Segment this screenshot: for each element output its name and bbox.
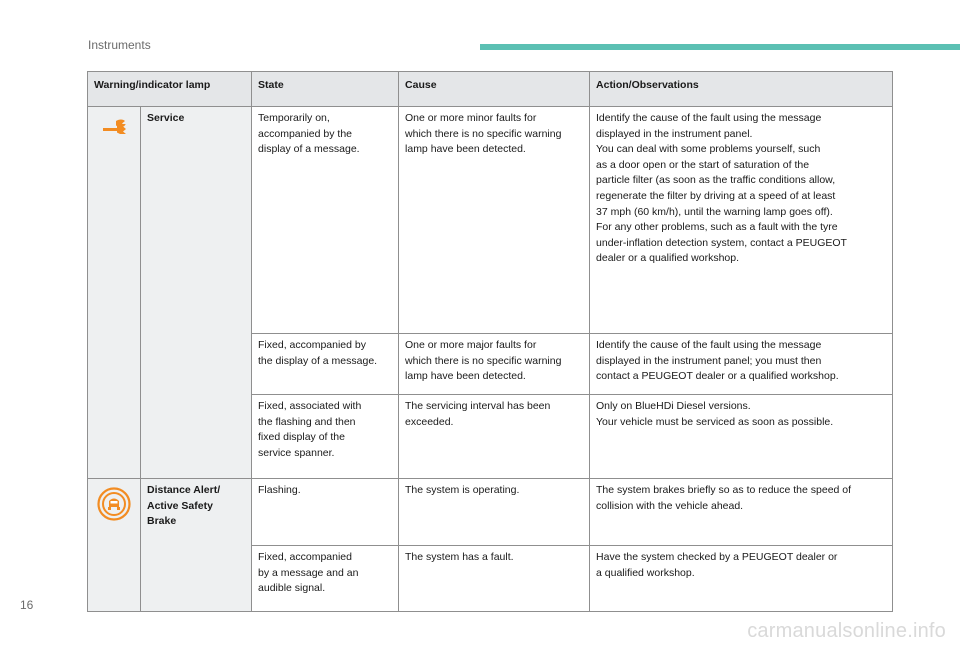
column-header-action: Action/Observations bbox=[590, 72, 893, 107]
table-row bbox=[88, 107, 893, 334]
table-header-row bbox=[88, 72, 893, 107]
spanner-icon bbox=[100, 126, 128, 138]
action-cell: Identify the cause of the fault using the message displayed in the instrument panel. You can deal with some problems yourself, such as a door open or the start of saturation of the particle filter (as soon as the traffic conditions allow, regenerate the filter by driving at a speed of at least 37 mph (60 km/h), until the warning lamp goes off). For any other problems, such as a fault with the tyre under-inflation detection system, contact a PEUGEOT dealer or a qualified workshop. bbox=[590, 107, 893, 334]
lamp-name-distance-alert: Distance Alert/ Active Safety Brake bbox=[141, 479, 252, 612]
table-row bbox=[88, 479, 893, 546]
action-cell: Only on BlueHDi Diesel versions. Your vehicle must be serviced as soon as possible. bbox=[590, 395, 893, 479]
state-cell: Temporarily on, accompanied by the display of a message. bbox=[252, 107, 399, 334]
cause-cell: One or more minor faults for which there is no specific warning lamp have been detected. bbox=[399, 107, 590, 334]
cause-cell: One or more major faults for which there is no specific warning lamp have been detected. bbox=[399, 334, 590, 395]
action-cell: Identify the cause of the fault using the message displayed in the instrument panel; you must then contact a PEUGEOT dealer or a qualified workshop. bbox=[590, 334, 893, 395]
column-header-cause: Cause bbox=[399, 72, 590, 107]
state-cell: Fixed, accompanied by a message and an audible signal. bbox=[252, 546, 399, 612]
service-lamp-icon-cell bbox=[88, 107, 141, 479]
cause-cell: The system is operating. bbox=[399, 479, 590, 546]
state-cell: Fixed, accompanied by the display of a message. bbox=[252, 334, 399, 395]
cause-cell: The servicing interval has been exceeded. bbox=[399, 395, 590, 479]
action-cell: The system brakes briefly so as to reduce the speed of collision with the vehicle ahead. bbox=[590, 479, 893, 546]
lamp-name-service: Service bbox=[141, 107, 252, 479]
state-cell: Fixed, associated with the flashing and then fixed display of the service spanner. bbox=[252, 395, 399, 479]
page-number: 16 bbox=[20, 598, 34, 612]
distance-alert-lamp-icon-cell bbox=[88, 479, 141, 612]
watermark: carmanualsonline.info bbox=[747, 620, 946, 642]
section-title: Instruments bbox=[88, 38, 151, 52]
state-cell: Flashing. bbox=[252, 479, 399, 546]
column-header-lamp: Warning/indicator lamp bbox=[88, 72, 252, 107]
cause-cell: The system has a fault. bbox=[399, 546, 590, 612]
collision-alert-icon bbox=[97, 512, 131, 524]
warning-lamp-table bbox=[87, 71, 893, 612]
action-cell: Have the system checked by a PEUGEOT dealer or a qualified workshop. bbox=[590, 546, 893, 612]
header-accent-bar bbox=[480, 44, 960, 50]
column-header-state: State bbox=[252, 72, 399, 107]
